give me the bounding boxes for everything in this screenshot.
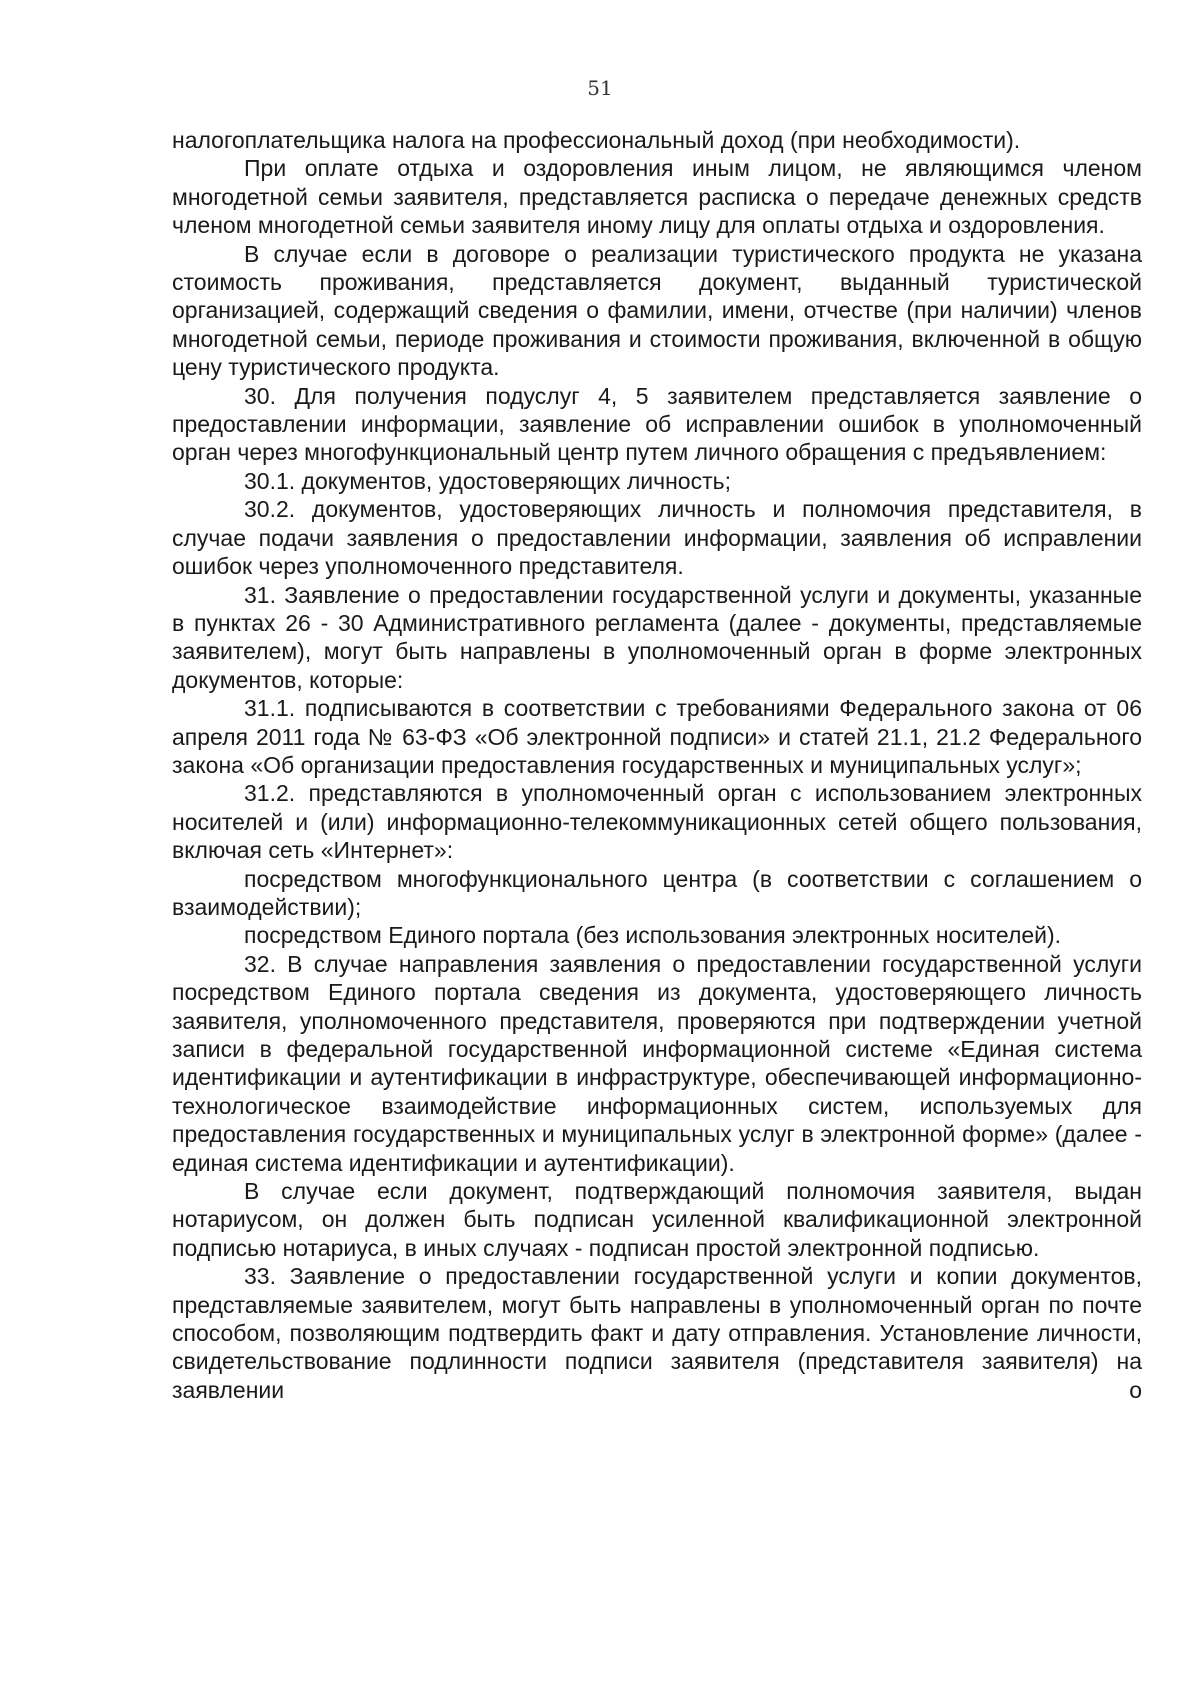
paragraph: В случае если документ, подтверждающий полномочия заявителя, выдан нотариусом, он должен быть подписан усиленной квалификационной электронной подписью нотариуса, в иных случаях - подписан простой электронной подписью. (172, 1178, 1142, 1261)
paragraph: 31.2. представляются в уполномоченный орган с использованием электронных носителей и (или) информационно-телекоммуникационных сетей общего пользования, включая сеть «Интернет»: (172, 780, 1142, 864)
paragraph: В случае если в договоре о реализации туристического продукта не указана стоимость проживания, представляется документ, выданный туристической организацией, содержащий сведения о фамилии, имени, отчестве (при наличии) членов многодетной семьи, периоде проживания и стоимости проживания, включенной в общую цену туристического продукта. (172, 240, 1142, 381)
paragraph: 30.2. документов, удостоверяющих личность и полномочия представителя, в случае подачи заявления о предоставлении информации, заявления об исправлении ошибок через уполномоченного представителя. (172, 496, 1142, 580)
paragraph: посредством многофункционального центра (в соответствии с соглашением о взаимодействии); (172, 865, 1142, 920)
paragraph: посредством Единого портала (без использования электронных носителей). (244, 922, 1062, 949)
paragraph: 31.1. подписываются в соответствии с требованиями Федерального закона от 06 апреля 2011 года № 63-ФЗ «Об электронной подписи» и статей 21.1, 21.2 Федерального закона «Об организации предоставления государственных и муниципальных услуг»; (172, 695, 1142, 778)
paragraph: 30.1. документов, удостоверяющих личность; (244, 467, 732, 494)
paragraph: 32. В случае направления заявления о предоставлении государственной услуги посредством Единого портала сведения из документа, удостоверяющего личность заявителя, уполномоченного представителя, проверяются при подтверждении учетной записи в федеральной государственной информационной системе «Единая система идентификации и аутентификации в инфраструктуре, обеспечивающей информационно-технологическое взаимодействие информационных систем, используемых для предоставления государственных и муниципальных услуг в электронной форме» (далее - единая система идентификации и аутентификации). (172, 950, 1142, 1176)
document-body (172, 126, 1142, 1404)
paragraph: При оплате отдыха и оздоровления иным лицом, не являющимся членом многодетной семьи заявителя, представляется расписка о передаче денежных средств членом многодетной семьи заявителя иному лицу для оплаты отдыха и оздоровления. (172, 155, 1142, 239)
paragraph: 30. Для получения подуслуг 4, 5 заявителем представляется заявление о предоставлении информации, заявление об исправлении ошибок в уполномоченный орган через многофункциональный центр путем личного обращения с предъявлением: (172, 382, 1142, 466)
paragraph: 31. Заявление о предоставлении государственной услуги и документы, указанные в пунктах 26 - 30 Административного регламента (далее - документы, представляемые заявителем), могут быть направлены в уполномоченный орган в форме электронных документов, которые: (172, 581, 1142, 693)
paragraph: 33. Заявление о предоставлении государственной услуги и копии документов, представляемые заявителем, могут быть направлены в уполномоченный орган по почте способом, позволяющим подтвердить факт и дату отправления. Установление личности, свидетельствование подлинности подписи заявителя (представителя заявителя) на заявлении о (172, 1263, 1142, 1403)
page-number: 51 (587, 76, 613, 100)
paragraph: налогоплательщика налога на профессиональный доход (при необходимости). (172, 127, 1021, 153)
